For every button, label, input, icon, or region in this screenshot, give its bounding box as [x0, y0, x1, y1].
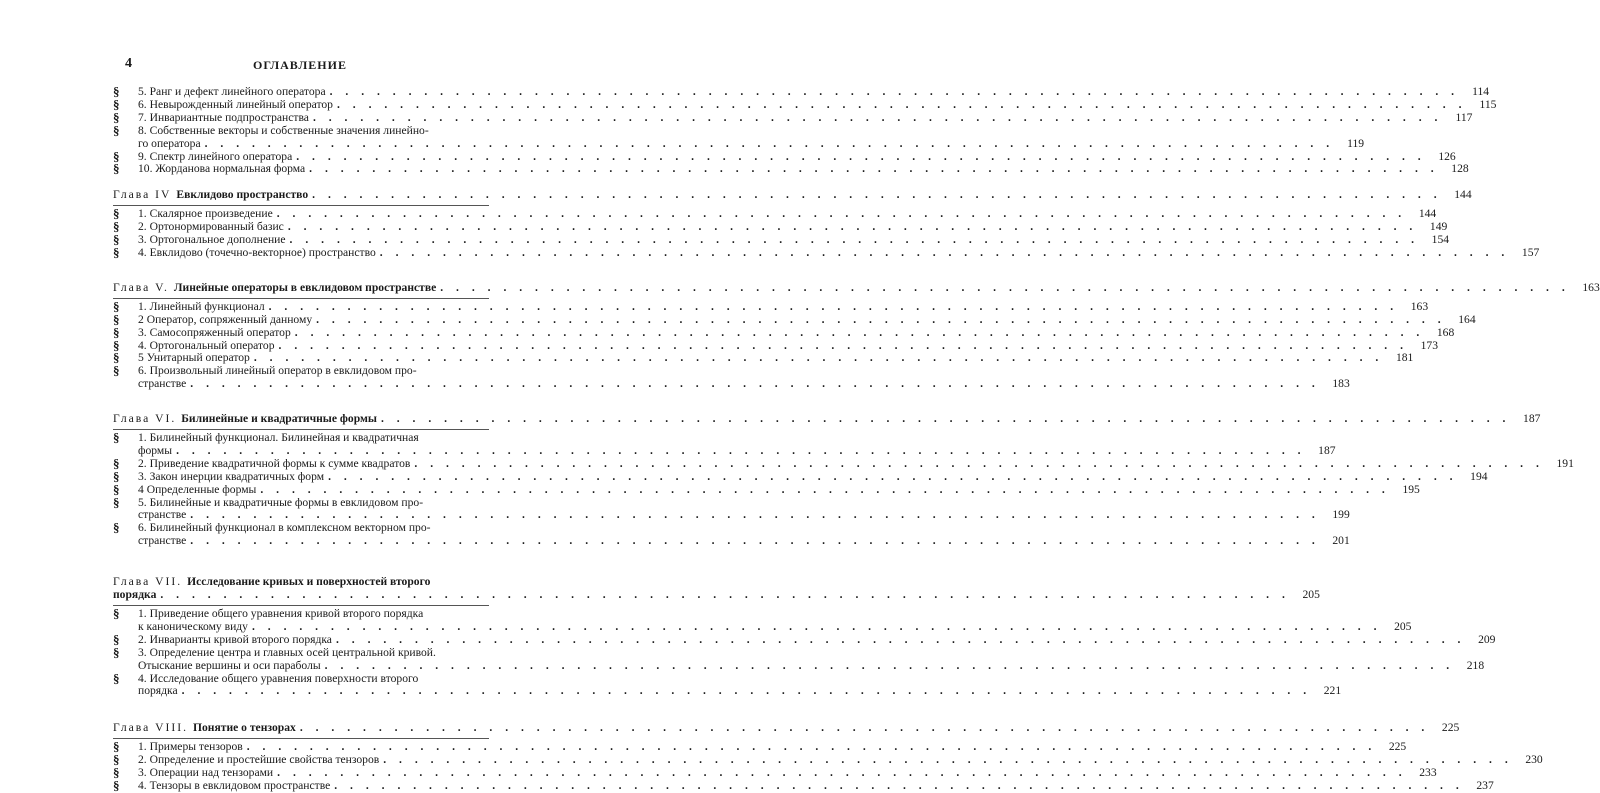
page-title: ОГЛАВЛЕНИЕ	[253, 58, 347, 72]
section-symbol: §	[113, 644, 120, 660]
dot-leader	[295, 327, 1424, 340]
toc-section-entry[interactable]	[113, 494, 1350, 523]
section-page-number: 117	[1455, 110, 1473, 124]
chapter-divider	[113, 298, 489, 299]
chapter-heading[interactable]	[113, 721, 1460, 735]
section-page-number: 194	[1470, 469, 1488, 483]
section-body	[138, 497, 1350, 523]
section-page-number: 237	[1476, 778, 1494, 792]
section-title: 1. Линейный функционал	[138, 299, 265, 313]
dot-leader	[325, 660, 1454, 673]
section-title: 1. Примеры тензоров	[138, 740, 243, 754]
toc-section-entry[interactable]	[113, 644, 1485, 673]
section-line	[138, 621, 1411, 634]
toc-section-entry[interactable]	[113, 311, 1476, 327]
section-symbol: §	[113, 298, 120, 314]
section-title: 4. Исследование общего уравнения поверхности второго	[138, 671, 419, 685]
dot-leader	[182, 685, 1311, 698]
dot-leader	[190, 378, 1319, 391]
section-symbol: §	[113, 311, 120, 327]
section-title: 9. Спектр линейного оператора	[138, 149, 293, 163]
chapter-line	[113, 280, 1600, 295]
section-line	[138, 86, 1489, 99]
section-page-number: 183	[1332, 377, 1350, 391]
section-body	[138, 458, 1574, 471]
dot-leader	[440, 282, 1569, 295]
toc-section-entry[interactable]	[113, 430, 1336, 458]
section-page-number: 149	[1429, 220, 1448, 234]
chapter-page-number: 187	[1523, 412, 1541, 426]
section-symbol: §	[113, 752, 120, 768]
section-title: 2. Ортонормированный базис	[138, 220, 284, 234]
toc-section-entry[interactable]	[113, 777, 1494, 793]
section-title: 10. Жорданова нормальная форма	[138, 162, 306, 176]
section-title: 6. Билинейный функционал в комплексном векторном про-	[138, 521, 431, 535]
section-title: 2. Приведение квадратичной формы к сумме квадратов	[138, 456, 411, 470]
section-page-number: 218	[1466, 658, 1485, 672]
toc-section-entry[interactable]	[113, 670, 1342, 699]
section-line	[138, 378, 1350, 391]
section-title: 4. Евклидово (точечно-векторное) пространство	[138, 245, 376, 259]
section-line	[138, 634, 1495, 647]
section-symbol: §	[113, 96, 120, 112]
toc-section-entry[interactable]	[113, 122, 1365, 151]
toc-section-entry[interactable]	[113, 324, 1455, 340]
section-line	[138, 445, 1336, 458]
section-title: 8. Собственные векторы и собственные значения линейно-	[138, 123, 429, 137]
section-line	[138, 608, 1411, 621]
section-title: 2. Инварианты кривой второго порядка	[138, 632, 332, 646]
section-title: 3. Определение центра и главных осей центральной кривой.	[138, 645, 436, 659]
section-symbol: §	[113, 494, 120, 510]
section-symbol: §	[113, 244, 120, 260]
section-line	[138, 660, 1484, 673]
section-page-number: 233	[1419, 766, 1437, 780]
chapter-page-number: 225	[1441, 721, 1460, 735]
chapter-heading[interactable]	[113, 188, 1472, 202]
dot-leader	[309, 163, 1438, 176]
section-symbol: §	[113, 631, 120, 647]
table-of-contents	[113, 84, 1600, 793]
section-title: 4. Тензоры в евклидовом пространстве	[138, 778, 331, 792]
section-symbol: §	[113, 350, 120, 366]
dot-leader	[316, 314, 1445, 327]
section-title: странстве	[138, 508, 187, 522]
section-title: 2 Оператор, сопряженный данному	[138, 312, 313, 326]
section-body	[138, 522, 1350, 548]
section-symbol: §	[113, 468, 120, 484]
section-line	[138, 780, 1494, 793]
section-page-number: 205	[1394, 619, 1412, 633]
section-page-number: 126	[1438, 149, 1456, 163]
section-page-number: 128	[1451, 162, 1469, 176]
section-line	[138, 314, 1476, 327]
section-page-number: 114	[1472, 85, 1490, 98]
toc-section-entry[interactable]	[113, 298, 1429, 314]
section-title: 5. Ранг и дефект линейного оператора	[138, 85, 326, 98]
section-body	[138, 484, 1420, 497]
section-title: 2. Определение и простейшие свойства тензоров	[138, 753, 380, 767]
dot-leader	[312, 189, 1441, 202]
section-page-number: 157	[1521, 245, 1540, 259]
section-page-number: 154	[1431, 233, 1450, 247]
toc-section-entry[interactable]	[113, 244, 1540, 260]
section-symbol: §	[113, 777, 120, 793]
section-title: к каноническому виду	[138, 619, 248, 633]
section-page-number: 221	[1323, 684, 1342, 698]
section-title: странстве	[138, 377, 187, 391]
section-title: 3. Самосопряженный оператор	[138, 325, 291, 339]
section-line	[138, 471, 1488, 484]
section-title: 1. Скалярное произведение	[138, 207, 273, 221]
chapter-label: Глава VII.	[113, 575, 183, 589]
section-title: 5 Унитарный оператор	[138, 351, 250, 365]
dot-leader	[380, 247, 1509, 260]
section-body	[138, 471, 1488, 484]
chapter-label: Глава V.	[113, 280, 169, 294]
page-number: 4	[125, 56, 132, 71]
section-body	[138, 247, 1539, 260]
chapter-divider	[113, 605, 489, 606]
section-page-number: 163	[1410, 299, 1429, 313]
section-title: 3. Операции над тензорами	[138, 766, 274, 780]
section-page-number: 209	[1478, 632, 1496, 646]
dot-leader	[254, 352, 1383, 365]
chapter-heading[interactable]	[113, 412, 1541, 426]
chapter-page-number: 163	[1582, 280, 1600, 294]
section-page-number: 191	[1556, 456, 1574, 470]
chapter-page-number: 205	[1302, 588, 1320, 602]
toc-section-entry[interactable]	[113, 468, 1488, 484]
section-symbol: §	[113, 430, 120, 446]
section-symbol: §	[113, 161, 120, 177]
toc-section-entry[interactable]	[113, 363, 1350, 391]
chapter-page-number: 144	[1454, 188, 1472, 202]
section-title: 3. Закон инерции квадратичных форм	[138, 469, 325, 483]
section-title: 6. Произвольный линейный оператор в евклидовом про-	[138, 364, 417, 378]
section-line	[138, 112, 1472, 125]
dot-leader	[334, 780, 1463, 793]
section-body	[138, 112, 1472, 125]
section-page-number: 199	[1332, 508, 1350, 522]
section-body	[138, 99, 1496, 112]
toc-section-entry[interactable]	[113, 481, 1420, 497]
section-symbol: §	[113, 670, 120, 686]
toc-section-entry[interactable]	[113, 161, 1469, 177]
section-symbol: §	[113, 455, 120, 471]
section-body	[138, 780, 1494, 793]
section-body	[138, 432, 1336, 458]
section-line	[138, 458, 1574, 471]
section-title: 1. Билинейный функционал. Билинейная и квадратичная	[138, 431, 419, 445]
section-title: 7. Инвариантные подпространства	[138, 110, 309, 124]
section-body	[138, 327, 1454, 340]
chapter-line	[113, 721, 1460, 735]
section-symbol: §	[113, 481, 120, 497]
section-title: 1. Приведение общего уравнения кривой второго порядка	[138, 607, 424, 620]
section-title: Отыскание вершины и оси параболы	[138, 658, 321, 672]
section-line	[138, 432, 1336, 445]
chapter-heading[interactable]	[113, 575, 1320, 602]
chapter-divider	[113, 429, 489, 430]
section-title: 4. Ортогональный оператор	[138, 338, 275, 352]
section-symbol: §	[113, 232, 120, 248]
section-page-number: 201	[1332, 534, 1350, 548]
chapter-title: Евклидово пространство	[176, 188, 309, 202]
toc-section-entry[interactable]	[113, 96, 1497, 112]
section-symbol: §	[113, 324, 120, 340]
section-body	[138, 301, 1428, 314]
section-symbol: §	[113, 84, 120, 99]
section-line	[138, 301, 1428, 314]
section-symbol: §	[113, 122, 120, 138]
chapter-divider	[113, 205, 489, 206]
section-symbol: §	[113, 765, 120, 781]
section-page-number: 187	[1318, 443, 1336, 457]
section-body	[138, 647, 1484, 673]
dot-leader	[336, 634, 1465, 647]
section-title: 6. Невырожденный линейный оператор	[138, 97, 333, 111]
section-page-number: 119	[1347, 136, 1365, 150]
section-body	[138, 634, 1495, 647]
dot-leader	[260, 484, 1389, 497]
toc-section-entry[interactable]	[113, 520, 1350, 548]
chapter-label: Глава VI.	[113, 412, 177, 426]
dot-leader	[414, 458, 1543, 471]
chapter-heading[interactable]	[113, 280, 1600, 295]
section-body	[138, 163, 1469, 176]
section-symbol: §	[113, 739, 120, 755]
section-title: 3. Ортогональное дополнение	[138, 233, 286, 247]
chapter-line	[113, 588, 1320, 602]
section-body	[138, 314, 1476, 327]
section-symbol: §	[113, 148, 120, 164]
toc-section-entry[interactable]	[113, 631, 1496, 647]
section-page-number: 225	[1388, 740, 1407, 754]
chapter-line	[113, 188, 1472, 202]
section-line	[138, 125, 1364, 138]
chapter-line	[113, 412, 1541, 426]
chapter-divider	[113, 738, 489, 739]
section-line	[138, 247, 1539, 260]
section-body	[138, 125, 1364, 151]
section-body	[138, 608, 1411, 634]
section-page-number: 144	[1418, 207, 1437, 221]
section-symbol: §	[113, 109, 120, 125]
chapter-label: Глава IV	[113, 188, 172, 202]
section-symbol: §	[113, 219, 120, 235]
section-page-number: 195	[1402, 482, 1420, 496]
section-page-number: 168	[1436, 325, 1455, 339]
dot-leader	[252, 621, 1381, 634]
dot-leader	[160, 589, 1289, 602]
section-page-number: 181	[1395, 351, 1414, 365]
section-title: формы	[138, 443, 173, 457]
section-body	[138, 673, 1341, 699]
chapter-title: Исследование кривых и поверхностей второго	[187, 575, 431, 589]
section-title: 4 Определенные формы	[138, 482, 257, 496]
dot-leader	[205, 138, 1334, 151]
chapter-title: Линейные операторы в евклидовом пространстве	[173, 280, 437, 294]
section-title: го оператора	[138, 136, 201, 150]
dot-leader	[190, 535, 1319, 548]
dot-leader	[176, 445, 1305, 458]
section-line	[138, 163, 1469, 176]
dot-leader	[269, 301, 1398, 314]
section-body	[138, 86, 1489, 99]
section-page-number: 115	[1479, 97, 1497, 111]
dot-leader	[328, 471, 1457, 484]
section-line	[138, 647, 1484, 660]
section-page-number: 230	[1525, 753, 1543, 767]
chapter-label: Глава VIII.	[113, 721, 188, 735]
chapter-title: Понятие о тензорах	[192, 721, 296, 735]
toc-section-entry[interactable]	[113, 109, 1473, 125]
dot-leader	[337, 99, 1466, 112]
section-page-number: 164	[1458, 312, 1476, 326]
dot-leader	[313, 112, 1442, 125]
section-line	[138, 138, 1364, 151]
toc-section-entry[interactable]	[113, 84, 1490, 99]
section-line	[138, 99, 1496, 112]
section-title: 5. Билинейные и квадратичные формы в евклидовом про-	[138, 495, 424, 509]
chapter-title: Билинейные и квадратичные формы	[181, 412, 377, 426]
section-symbol: §	[113, 337, 120, 353]
section-page-number: 173	[1420, 338, 1438, 352]
section-line	[138, 685, 1341, 698]
chapter-title: порядка	[113, 588, 157, 602]
section-symbol: §	[113, 206, 120, 222]
section-symbol: §	[113, 606, 120, 621]
toc-section-entry[interactable]	[113, 606, 1412, 634]
dot-leader	[381, 413, 1510, 426]
section-line	[138, 484, 1420, 497]
section-line	[138, 327, 1454, 340]
section-symbol: §	[113, 363, 120, 379]
section-line	[138, 535, 1350, 548]
dot-leader	[300, 722, 1429, 735]
section-title: порядка	[138, 684, 178, 698]
section-title: странстве	[138, 534, 187, 548]
dot-leader	[330, 86, 1459, 99]
toc-section-entry[interactable]	[113, 455, 1574, 471]
section-body	[138, 365, 1350, 391]
section-symbol: §	[113, 520, 120, 536]
